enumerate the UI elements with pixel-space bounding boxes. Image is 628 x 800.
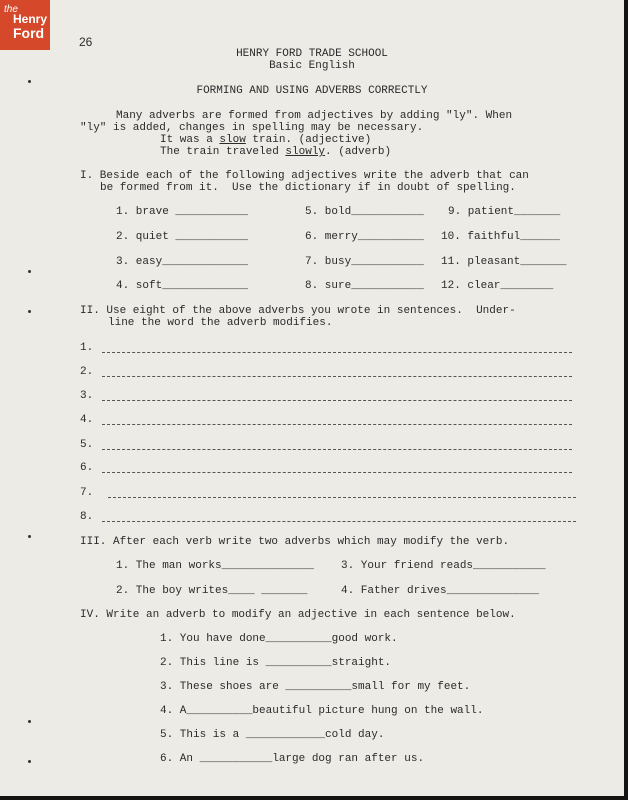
school-name: HENRY FORD TRADE SCHOOL (236, 48, 388, 60)
sentence-line (102, 449, 572, 450)
sentence-number: 3. (80, 390, 94, 402)
sentence-number: 2. (80, 366, 94, 378)
adjective-item: 5. bold___________ (305, 206, 424, 218)
sentence-line (108, 497, 576, 498)
binder-hole-mark (28, 535, 31, 538)
sentence-line (102, 472, 572, 473)
adjective-sentence: 4. A__________beautiful picture hung on the wall. (160, 705, 484, 717)
sentence-number: 6. (80, 462, 94, 474)
sentence-number: 4. (80, 414, 94, 426)
logo-ford: Ford (13, 25, 45, 41)
page-number: 26 (79, 35, 93, 49)
adjective-item: 8. sure___________ (305, 280, 424, 292)
section-1-instruction-1: I. Beside each of the following adjectives write the adverb that can (80, 170, 529, 182)
binder-hole-mark (28, 80, 31, 83)
intro-line-2: "ly" is added, changes in spelling may be necessary. (80, 122, 424, 134)
henry-ford-logo (0, 0, 50, 50)
sentence-number: 7. (80, 487, 94, 499)
binder-hole-mark (28, 720, 31, 723)
section-2-instruction-1: II. Use eight of the above adverbs you wrote in sentences. Under- (80, 305, 516, 317)
sentence-number: 8. (80, 511, 94, 523)
verb-item: 3. Your friend reads___________ (341, 560, 546, 572)
sentence-line (102, 400, 572, 401)
sentence-number: 5. (80, 439, 94, 451)
sentence-line (102, 376, 572, 377)
sentence-line (102, 521, 576, 522)
adjective-sentence: 1. You have done__________good work. (160, 633, 398, 645)
adjective-item: 12. clear________ (441, 280, 554, 292)
logo-henry: Henry (13, 12, 48, 26)
example-adverb-post: . (adverb) (325, 146, 392, 158)
example-adverb-pre: The train traveled (160, 146, 286, 158)
adjective-item: 2. quiet ___________ (116, 231, 249, 243)
verb-item: 2. The boy writes____ _______ (116, 585, 308, 597)
sentence-number: 1. (80, 342, 94, 354)
logo-the: the (4, 4, 18, 15)
example-adjective-pre: It was a (160, 134, 220, 146)
binder-hole-mark (28, 270, 31, 273)
adjective-item: 9. patient_______ (448, 206, 561, 218)
verb-item: 4. Father drives______________ (341, 585, 540, 597)
adjective-item: 4. soft_____________ (116, 280, 249, 292)
binder-hole-mark (28, 760, 31, 763)
subject-name: Basic English (269, 60, 355, 72)
example-adverb-word: slowly (285, 146, 326, 158)
adjective-sentence: 5. This is a ____________cold day. (160, 729, 385, 741)
example-adjective-word: slow (219, 134, 246, 146)
section-1-instruction-2: be formed from it. Use the dictionary if in doubt of spelling. (100, 182, 516, 194)
section-2-instruction-2: line the word the adverb modifies. (108, 317, 333, 329)
example-adjective-post: train. (adjective) (245, 134, 372, 146)
sentence-line (102, 352, 572, 353)
verb-item: 1. The man works______________ (116, 560, 315, 572)
adjective-item: 1. brave ___________ (116, 206, 249, 218)
adjective-item: 10. faithful______ (441, 231, 560, 243)
binder-hole-mark (28, 310, 31, 313)
adjective-item: 7. busy___________ (305, 256, 424, 268)
adjective-item: 3. easy_____________ (116, 256, 249, 268)
sentence-line (102, 424, 572, 425)
example-adverb (160, 146, 391, 159)
section-3-heading: III. After each verb write two adverbs which may modify the verb. (80, 536, 510, 548)
page-title: FORMING AND USING ADVERBS CORRECTLY (196, 85, 428, 97)
adjective-item: 6. merry__________ (305, 231, 424, 243)
section-4-heading: IV. Write an adverb to modify an adjective in each sentence below. (80, 609, 516, 621)
intro-line-1: Many adverbs are formed from adjectives by adding "ly". When (116, 110, 513, 122)
adjective-sentence: 3. These shoes are __________small for my feet. (160, 681, 471, 693)
adjective-sentence: 2. This line is __________straight. (160, 657, 392, 669)
adjective-sentence: 6. An ___________large dog ran after us. (160, 753, 425, 765)
adjective-item: 11. pleasant_______ (441, 256, 567, 268)
